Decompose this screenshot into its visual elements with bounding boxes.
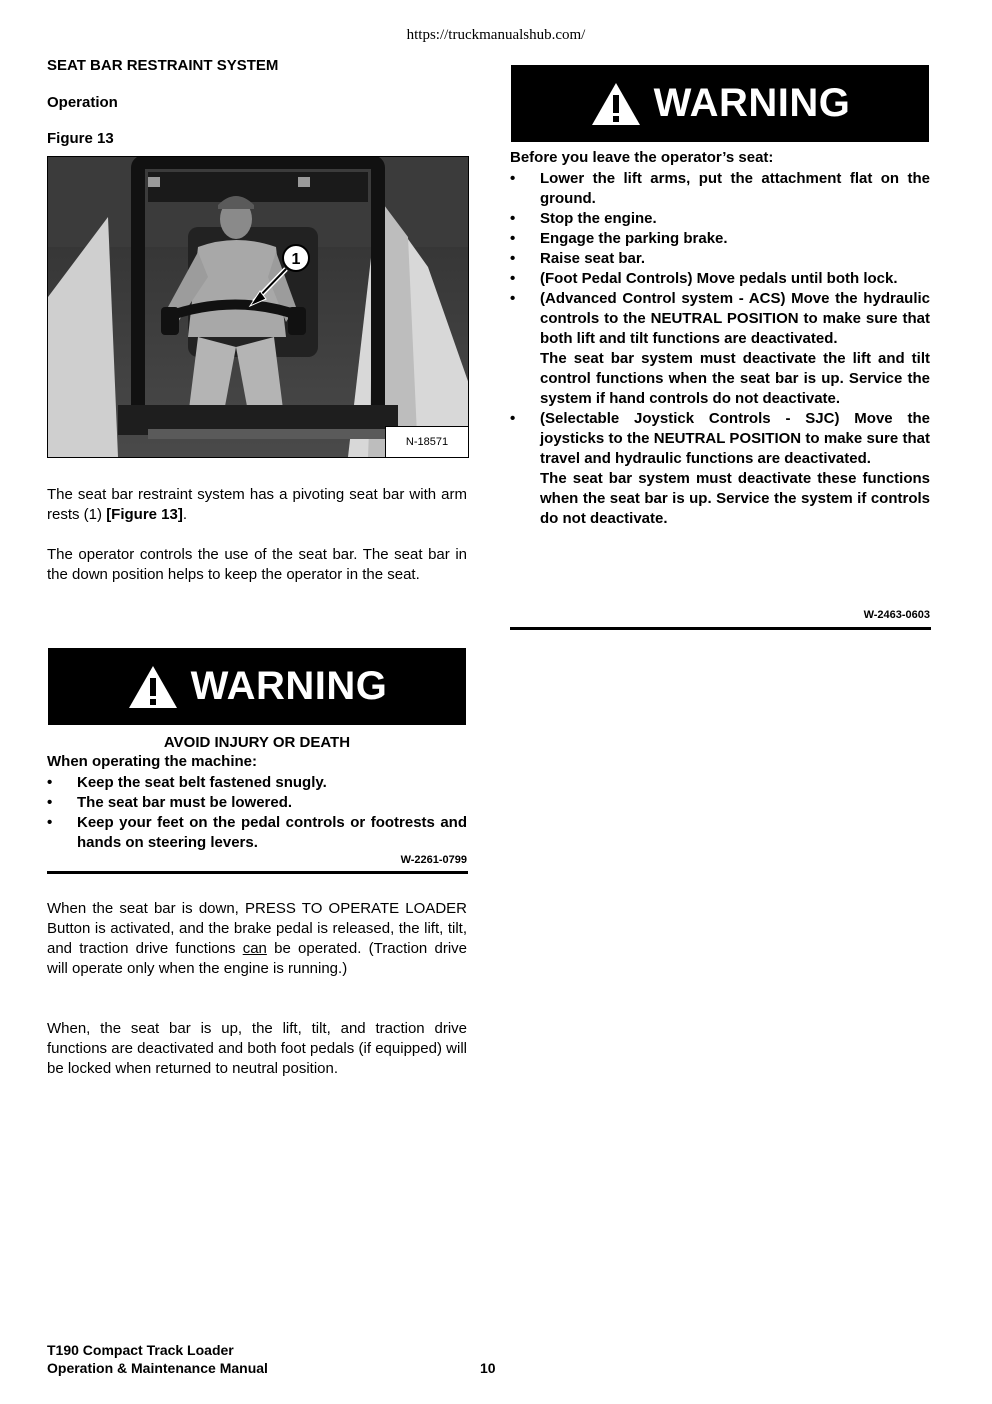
- list-item: • (Advanced Control system - ACS) Move the hydraulic controls to the NEUTRAL POSITION to make sure that both lift and tilt functions are deactivated. The seat bar system must deactivate the lift and tilt control functions when the seat bar is up. Service the system if hand controls do not deactivate.: [510, 290, 930, 407]
- list-item: • Keep your feet on the pedal controls or footrests and hands on steering levers.: [47, 814, 467, 851]
- warning-intro: Before you leave the operator’s seat:: [510, 149, 774, 166]
- warning-right-list: [510, 169, 930, 529]
- callout-number: 1: [291, 251, 301, 268]
- warning-banner-text: WARNING: [653, 81, 851, 125]
- underlined-word: can: [242, 940, 267, 957]
- warning-left-list: [47, 773, 467, 853]
- source-url: https://truckmanualshub.com/: [406, 27, 586, 43]
- section-title: SEAT BAR RESTRAINT SYSTEM: [47, 57, 279, 74]
- list-item: • Lower the lift arms, put the attachment flat on the ground.: [510, 170, 930, 207]
- paragraph-seat-bar-down: When the seat bar is down, PRESS TO OPERATE LOADER Button is activated, and the brake pedal is released, the lift, tilt, and traction drive functions can be operated. (Traction drive will operate only when the engine is running.): [47, 900, 467, 977]
- paragraph-seat-bar-up: When, the seat bar is up, the lift, tilt, and traction drive functions are deactivated and both foot pedals (if equipped) will be locked when returned to neutral position.: [47, 1020, 467, 1077]
- list-item: • Stop the engine.: [510, 210, 657, 227]
- list-item: • (Selectable Joystick Controls - SJC) Move the joysticks to the NEUTRAL POSITION to make sure that travel and hydraulic functions are deactivated. The seat bar system must deactivate these functions when the seat bar is up. Service the system if controls do not deactivate.: [510, 410, 930, 527]
- figure-13-photo: [47, 156, 469, 458]
- warning-code: W-2261-0799: [400, 854, 467, 866]
- figure-caption: Figure 13: [47, 130, 114, 147]
- warning-intro: When operating the machine:: [47, 753, 258, 770]
- warning-banner-text: WARNING: [190, 664, 388, 708]
- warning-divider: [510, 627, 931, 630]
- list-item-note: The seat bar system must deactivate the lift and tilt control functions when the seat bar is up. Service the system if hand controls do not deactivate.: [540, 350, 930, 407]
- operator-in-cab-illustration: [48, 157, 469, 458]
- warning-divider: [47, 871, 468, 874]
- list-item: • Raise seat bar.: [510, 250, 646, 267]
- warning-triangle-icon: [590, 81, 642, 127]
- warning-banner-right: [511, 65, 929, 142]
- warning-heading: AVOID INJURY OR DEATH: [163, 734, 351, 751]
- paragraph-text: The seat bar restraint system has a pivoting seat bar with arm rests (1): [47, 486, 467, 523]
- figure-reference-label: N-18571: [385, 426, 468, 457]
- footer-title: [47, 1341, 268, 1377]
- list-item-note: The seat bar system must deactivate these functions when the seat bar is up. Service the system if controls do not deactivate.: [540, 470, 930, 527]
- list-item: • The seat bar must be lowered.: [47, 794, 293, 811]
- list-item: • Engage the parking brake.: [510, 230, 728, 247]
- list-item: • Keep the seat belt fastened snugly.: [47, 774, 327, 791]
- paragraph-operator-controls: The operator controls the use of the seat bar. The seat bar in the down position helps to keep the operator in the seat.: [47, 546, 467, 583]
- paragraph-seat-bar-description: [47, 485, 467, 525]
- subsection-title: Operation: [47, 94, 118, 111]
- warning-banner-left: [48, 648, 466, 725]
- footer-line-2: Operation & Maintenance Manual: [47, 1360, 268, 1376]
- list-item: • (Foot Pedal Controls) Move pedals until both lock.: [510, 270, 898, 287]
- footer-line-1: T190 Compact Track Loader: [47, 1342, 234, 1358]
- paragraph-end: .: [182, 506, 188, 523]
- warning-code: W-2463-0603: [863, 609, 930, 621]
- page-number: 10: [480, 1360, 496, 1376]
- figure-reference: [Figure 13]: [106, 506, 183, 523]
- warning-triangle-icon: [127, 664, 179, 710]
